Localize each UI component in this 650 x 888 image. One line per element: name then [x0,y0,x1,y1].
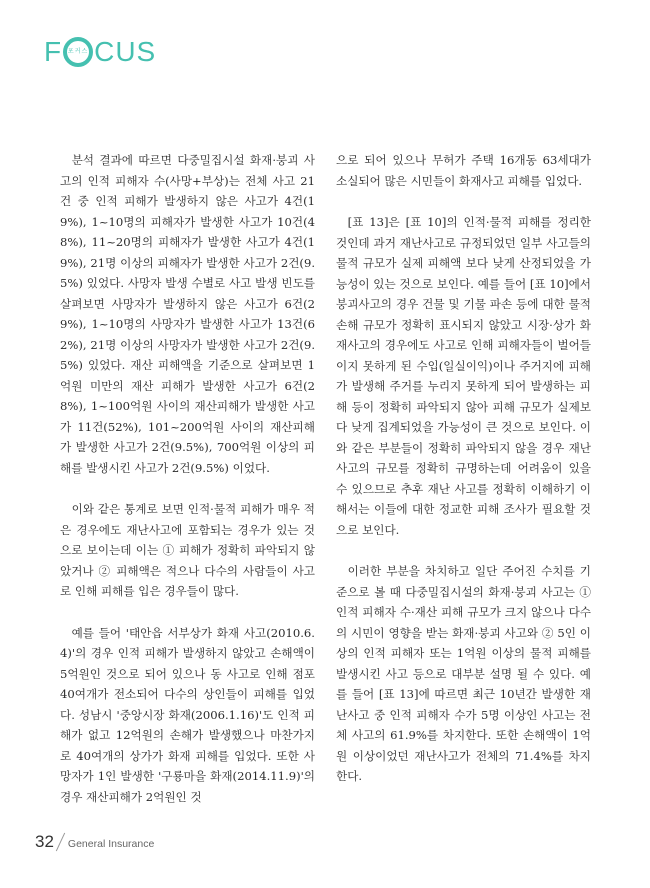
left-paragraph-1: 분석 결과에 따르면 다중밀집시설 화재·붕괴 사고의 인적 피해자 수(사망+부상)는 전체 사고 21건 중 인적 피해가 발생하지 않은 사고가 4건(19%), 1~10명의 피해자가 발생한 사고가 10건(48%), 11~20명의 피해자가 발생한 사고가 4건(19%), 21명 이상의 피해자가 발생한 사고가 2건(9.5%) 있었다. 사망자 발생 수별로 사고 발생 빈도를 살펴보면 사망자가 발생하지 않은 사고가 6건(29%), 1~10명의 사망자가 발생한 사고가 13건(62%), 21명 이상의 사망자가 발생한 사고가 2건(9.5%) 있었다. 재산 피해액을 기준으로 살펴보면 1억원 미만의 재산 피해가 발생한 사고가 6건(28%), 1~100억원 사이의 재산피해가 발생한 사고가 11건(52%), 101~200억원 사이의 재산피해가 발생한 사고가 2건(9.5%), 700억원 이상의 피해를 발생시킨 사고가 2건(9.5%) 이었다. [60,153,315,475]
footer-slash-divider [56,832,66,850]
right-paragraph-2: [표 13]은 [표 10]의 인적·물적 피해를 정리한 것인데 과거 재난사고로 규정되었던 일부 사고들의 물적 규모가 실제 피해액 보다 낮게 산정되었을 가능성이 있는 것으로 보인다. 예를 들어 [표 10]에서 붕괴사고의 경우 건물 및 기물 파손 등에 대한 물적 손해 규모가 정확히 표시되지 않았고 시장·상가 화재사고의 경우에도 사고로 인해 피해자들이 벌어들이지 못하게 된 수입(일실이익)이나 주거지에 피해가 발생해 주거를 누리지 못하게 되어 발생하는 피해 등이 정확히 파악되지 않아 피해 규모가 실제보다 낮게 집계되었을 가능성이 큰 것으로 보인다. 이와 같은 부분들이 정확히 파악되지 않을 경우 재난사고의 규모를 정확히 규명하는데 어려움이 있을 수 있으므로 추후 재난 사고를 정확히 이해하기 이해서는 이들에 대한 정교한 피해 조사가 필요할 것으로 보인다. [336,215,591,537]
left-column [60,150,315,828]
logo-letter-f: F [44,36,63,67]
right-paragraph-1: 으로 되어 있으나 무허가 주택 16개동 63세대가 소실되어 많은 시민들이 화재사고 피해를 입었다. [336,153,591,188]
right-paragraph-3: 이러한 부분을 차치하고 일단 주어진 수치를 기준으로 볼 때 다중밀집시설의 화재·붕괴 사고는 ① 인적 피해자 수·재산 피해 규모가 크지 않으나 다수의 시민이 영향을 받는 화재·붕괴 사고와 ② 5인 이상의 인적 피해자 또는 1억원 이상의 물적 피해를 발생시킨 사고 등으로 대부분 설명 될 수 있다. 예를 들어 [표 13]에 따르면 최근 10년간 발생한 재난사고 중 인적 피해자 수가 5명 이상인 사고는 전체 사고의 61.9%를 차지한다. 또한 손해액이 1억원 이상이었던 재난사고가 전체의 71.4%를 차지한다. [336,564,591,783]
logo-circle-o [63,37,93,67]
publication-name: General Insurance [67,837,155,850]
right-column [336,150,591,808]
left-paragraph-3: 예를 들어 '태안읍 서부상가 화재 사고(2010.6.4)'의 경우 인적 피해가 발생하지 않았고 손해액이 5억원인 것으로 되어 있으나 동 사고로 인해 점포 40여개가 전소되어 다수의 상인들이 피해를 입었다. 성남시 '중앙시장 화재(2006.1.16)'도 인적 피해가 없고 12억원의 손해가 발생했으나 마찬가지로 40여개의 상가가 화재 피해를 입었다. 또한 사망자가 1인 발생한 '구룡마을 화재(2014.11.9)'의 경우 재산피해가 2억원인 것 [60,625,315,804]
logo-inner-text: 포커스 [67,48,89,55]
page-number: 32 [35,832,54,851]
page-footer [35,832,154,850]
left-paragraph-2: 이와 같은 통계로 보면 인적·물적 피해가 매우 적은 경우에도 재난사고에 포함되는 경우가 있는 것으로 보이는데 이는 ① 피해가 정확히 파악되지 않았거나 ② 피해액은 적으나 다수의 사람들이 사고로 인해 피해를 입은 경우들이 많다. [60,502,315,598]
focus-logo [44,37,156,67]
logo-letters-cus: CUS [94,36,157,67]
